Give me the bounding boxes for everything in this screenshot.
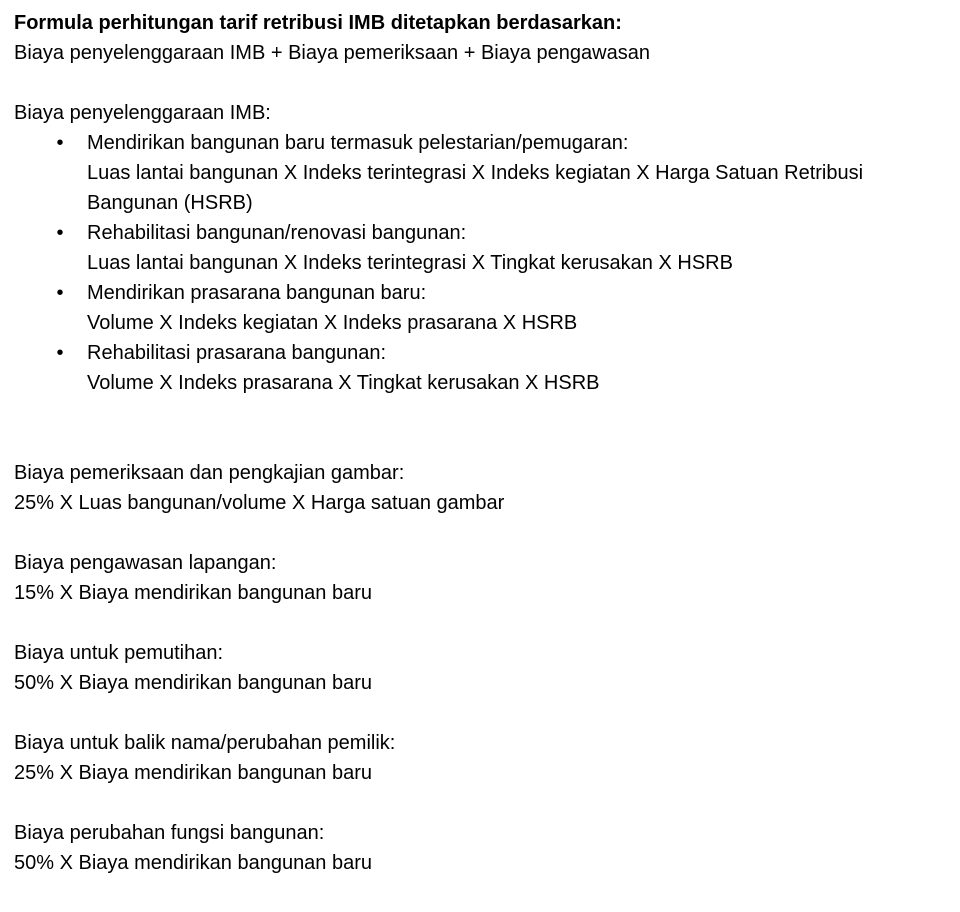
list-item-formula: Volume X Indeks kegiatan X Indeks prasarana X HSRB xyxy=(87,312,578,334)
list-item-formula: Volume X Indeks prasarana X Tingkat kerusakan X HSRB xyxy=(87,372,600,394)
document-title: Formula perhitungan tarif retribusi IMB ditetapkan berdasarkan: xyxy=(14,12,622,34)
section-label: Biaya untuk balik nama/perubahan pemilik: xyxy=(14,732,396,754)
heading-block xyxy=(14,8,949,68)
section-formula: 25% X Luas bangunan/volume X Harga satuan gambar xyxy=(14,492,505,514)
list-item-title: Mendirikan prasarana bangunan baru: xyxy=(87,282,427,304)
list-item xyxy=(14,128,949,218)
pemeriksaan-block xyxy=(14,458,949,518)
list-item xyxy=(14,218,949,278)
list-item-formula: Luas lantai bangunan X Indeks terintegrasi X Tingkat kerusakan X HSRB xyxy=(87,252,733,274)
section-formula: 25% X Biaya mendirikan bangunan baru xyxy=(14,762,373,784)
penyelenggaraan-block xyxy=(14,98,949,398)
bullet-icon: • xyxy=(56,342,64,364)
bullet-icon: • xyxy=(56,132,64,154)
section-label: Biaya untuk pemutihan: xyxy=(14,642,224,664)
list-item-title: Rehabilitasi prasarana bangunan: xyxy=(87,342,387,364)
list-item-title: Mendirikan bangunan baru termasuk pelestarian/pemugaran: xyxy=(87,132,629,154)
section-label: Biaya perubahan fungsi bangunan: xyxy=(14,822,325,844)
bullet-icon: • xyxy=(56,222,64,244)
list-item-title: Rehabilitasi bangunan/renovasi bangunan: xyxy=(87,222,467,244)
penyelenggaraan-list xyxy=(14,128,949,398)
list-item-formula: Luas lantai bangunan X Indeks terintegrasi X Indeks kegiatan X Harga Satuan Retribusi Bangunan (HSRB) xyxy=(87,162,864,214)
list-item xyxy=(14,278,949,338)
pengawasan-block xyxy=(14,548,949,608)
section-formula: 15% X Biaya mendirikan bangunan baru xyxy=(14,582,373,604)
document-page xyxy=(14,8,949,878)
pemutihan-block xyxy=(14,638,949,698)
section-formula: 50% X Biaya mendirikan bangunan baru xyxy=(14,852,373,874)
section-label: Biaya pemeriksaan dan pengkajian gambar: xyxy=(14,462,405,484)
bullet-icon: • xyxy=(56,282,64,304)
balik-nama-block xyxy=(14,728,949,788)
perubahan-fungsi-block xyxy=(14,818,949,878)
section-label: Biaya pengawasan lapangan: xyxy=(14,552,277,574)
section-formula: 50% X Biaya mendirikan bangunan baru xyxy=(14,672,373,694)
list-item xyxy=(14,338,949,398)
main-formula: Biaya penyelenggaraan IMB + Biaya pemeriksaan + Biaya pengawasan xyxy=(14,42,650,64)
penyelenggaraan-label: Biaya penyelenggaraan IMB: xyxy=(14,102,271,124)
